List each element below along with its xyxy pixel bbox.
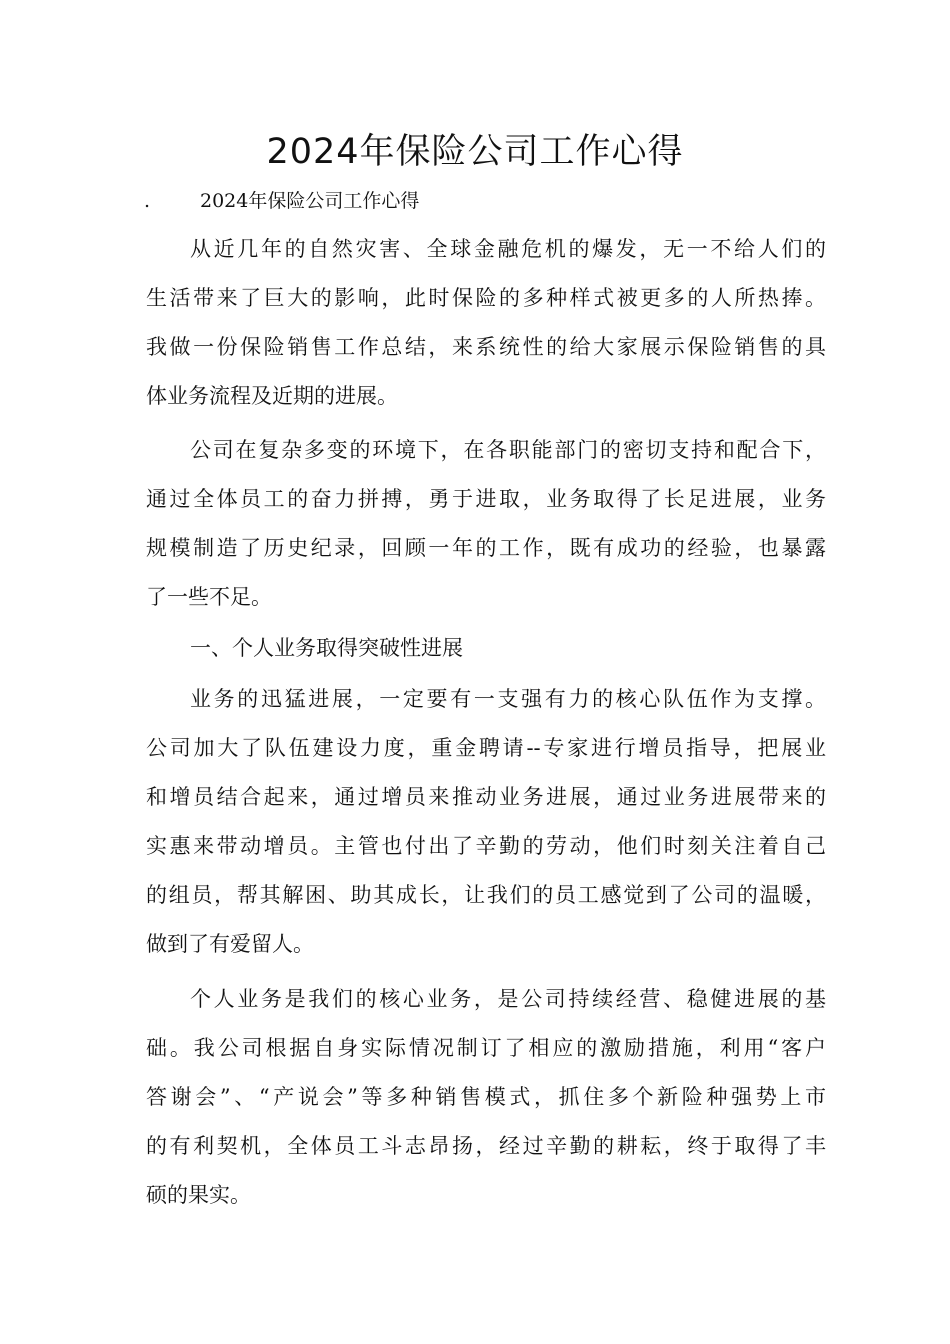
document-title: 2024年保险公司工作心得	[266, 132, 684, 172]
paragraph-line: 规模制造了历史纪录，回顾一年的工作，既有成功的经验，也暴露	[146, 536, 826, 560]
section-heading	[146, 624, 826, 673]
paragraph-line: 我做一份保险销售工作总结，来系统性的给大家展示保险销售的具	[146, 335, 826, 359]
subtitle-marker: .	[144, 190, 151, 212]
paragraph-line: 答谢会”、“产说会”等多种销售模式，抓住多个新险种强势上市	[146, 1085, 826, 1109]
document-subtitle: 2024年保险公司工作心得	[200, 190, 420, 212]
paragraph-4	[146, 975, 826, 1220]
paragraph-line: 公司加大了队伍建设力度，重金聘请--专家进行增员指导，把展业	[146, 736, 826, 760]
paragraph-line: 业务的迅猛进展，一定要有一支强有力的核心队伍作为支撑。	[190, 687, 826, 711]
paragraph-line: 通过全体员工的奋力拼搏，勇于进取，业务取得了长足进展，业务	[146, 487, 826, 511]
paragraph-line: 公司在复杂多变的环境下，在各职能部门的密切支持和配合下，	[190, 438, 826, 462]
paragraph-line: 个人业务是我们的核心业务，是公司持续经营、稳健进展的基	[190, 987, 826, 1011]
paragraph-3	[146, 675, 826, 969]
paragraph-line: 的有利契机，全体员工斗志昂扬，经过辛勤的耕耘，终于取得了丰	[146, 1134, 826, 1158]
paragraph-line: 的组员，帮其解困、助其成长，让我们的员工感觉到了公司的温暖，	[146, 883, 826, 907]
paragraph-line: 础。我公司根据自身实际情况制订了相应的激励措施，利用“客户	[146, 1036, 826, 1060]
paragraph-line: 和增员结合起来，通过增员来推动业务进展，通过业务进展带来的	[146, 785, 826, 809]
paragraph-line: 实惠来带动增员。主管也付出了辛勤的劳动，他们时刻关注着自己	[146, 834, 826, 858]
paragraph-line: 了一些不足。	[146, 585, 272, 609]
paragraph-2	[146, 426, 826, 622]
paragraph-line: 生活带来了巨大的影响，此时保险的多种样式被更多的人所热捧。	[146, 286, 826, 310]
paragraph-line: 硕的果实。	[146, 1183, 251, 1207]
paragraph-line: 做到了有爱留人。	[146, 932, 314, 956]
paragraph-line: 从近几年的自然灾害、全球金融危机的爆发，无一不给人们的	[190, 237, 826, 261]
paragraph-1	[146, 225, 826, 421]
paragraph-line: 体业务流程及近期的进展。	[146, 384, 398, 408]
section-heading-text: 一、个人业务取得突破性进展	[190, 636, 463, 660]
